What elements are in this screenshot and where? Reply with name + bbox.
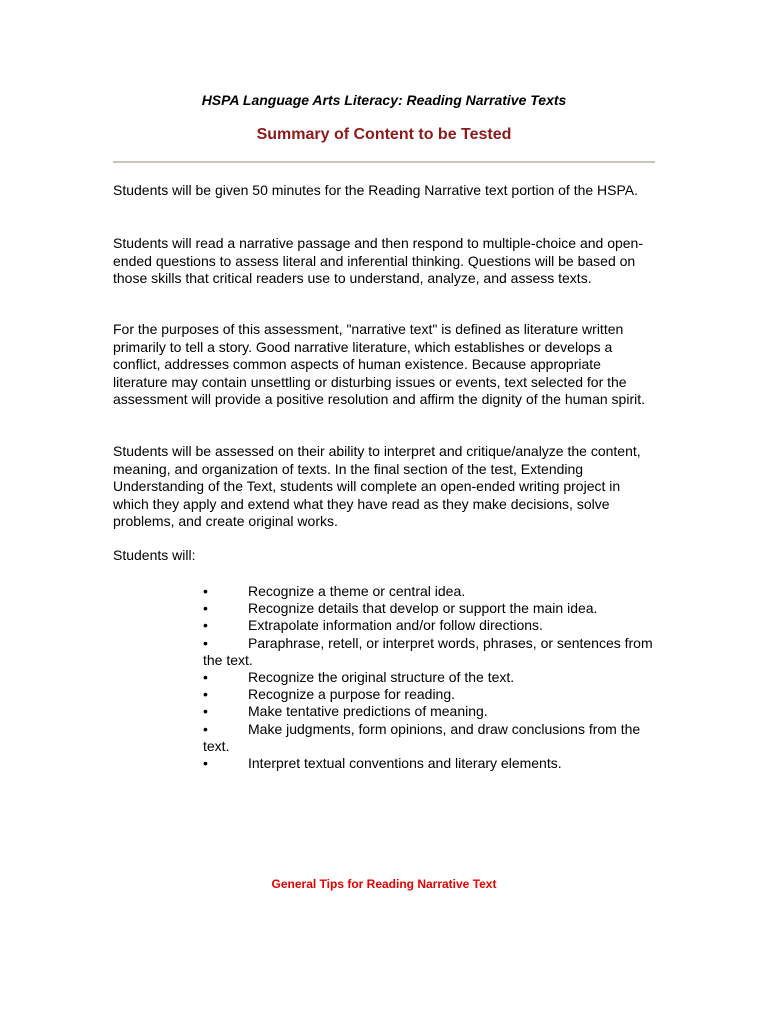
bullet-icon: • [203, 583, 208, 599]
list-item-text: Make tentative predictions of meaning. [248, 703, 488, 720]
list-item-text: Make judgments, form opinions, and draw conclusions from the text. [203, 720, 641, 754]
list-item [203, 755, 658, 772]
skills-list [203, 583, 658, 772]
paragraph-time-limit: Students will be given 50 minutes for the Reading Narrative text portion of the HSPA. [113, 182, 639, 198]
bullet-icon: • [203, 669, 208, 686]
list-item [203, 583, 658, 600]
list-item [203, 669, 658, 686]
list-item-text: Recognize a theme or central idea. [248, 583, 466, 599]
paragraph-narrative-definition: For the purposes of this assessment, "narrative text" is defined as literature written primarily to tell a story. Good narrative literature, which establishes or develops a conflict, addresses common aspects of human existence. Because appropriate literature may contain unsettling or disturbing issues or events, text selected for the assessment will provide a positive resolution and affirm the dignity of the human spirit. [113, 321, 646, 407]
list-item-text: Paraphrase, retell, or interpret words, phrases, or sentences from the text. [203, 634, 653, 668]
list-item-text: Recognize the original structure of the text. [248, 669, 515, 686]
list-item-text: Interpret textual conventions and literary elements. [248, 755, 562, 772]
list-item [203, 600, 658, 617]
paragraph-assessment-scope: Students will be assessed on their ability to interpret and critique/analyze the content, meaning, and organization of texts. In the final section of the test, Extending Understanding of the Text, students will complete an open-ended writing project in which they apply and extend what they have read as they make decisions, solve problems, and create original works. [113, 443, 641, 529]
list-item [203, 721, 658, 755]
list-item-text: Recognize a purpose for reading. [248, 686, 456, 703]
paragraph-students-will: Students will: [113, 547, 196, 563]
list-item-text: Extrapolate information and/or follow directions. [248, 617, 543, 634]
bullet-icon: • [203, 755, 208, 772]
horizontal-divider [113, 161, 655, 163]
document-subtitle: Summary of Content to be Tested [256, 126, 512, 143]
bullet-icon: • [203, 686, 208, 703]
bullet-icon: • [203, 720, 208, 737]
general-tips-link[interactable]: General Tips for Reading Narrative Text [271, 877, 497, 891]
document-title: HSPA Language Arts Literacy: Reading Narrative Texts [201, 92, 567, 108]
list-item-text: Recognize details that develop or support the main idea. [248, 600, 598, 617]
bullet-icon: • [203, 600, 208, 617]
paragraph-question-types: Students will read a narrative passage and then respond to multiple-choice and open-ended questions to assess literal and inferential thinking. Questions will be based on those skills that critical readers use to understand, analyze, and assess texts. [113, 235, 643, 286]
bullet-icon: • [203, 617, 208, 634]
bullet-icon: • [203, 634, 208, 651]
bullet-icon: • [203, 703, 208, 720]
list-item [203, 703, 658, 720]
list-item [203, 686, 658, 703]
list-item [203, 617, 658, 634]
list-item [203, 635, 658, 669]
